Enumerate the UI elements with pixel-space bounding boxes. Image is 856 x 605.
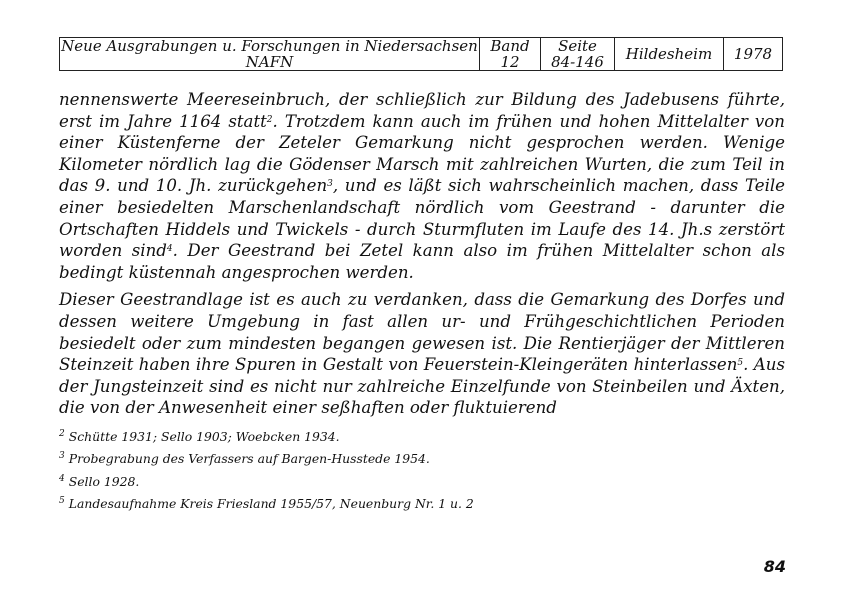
footnote-text: Landesaufnahme Kreis Friesland 1955/57, Neuenburg Nr. 1 u. 2 [68,495,474,511]
footnote-ref-2: 2 [266,114,273,125]
paragraph-2 [59,289,785,419]
paragraph-text: . Trotzdem kann auch im frühen und hohen Mittelalter von einer Küstenferne der Zeteler Gemarkung nicht gesprochen werden. Wenige Kilometer nördlich lag die Gödenser Marsch mit zahlreichen Wurten, die zum Teil in das 9. und 10. Jh. zurückgehen [59,111,785,196]
footnote [59,448,785,470]
footnote-number: 3 [59,451,65,462]
body-text [59,89,785,419]
footnote [59,471,785,493]
footnotes [59,426,785,515]
band-value: 12 [500,53,520,71]
footnote-text: Sello 1928. [68,473,140,489]
paragraph-text: nennenswerte Meereseinbruch, der schließlich zur Bildung des Jadebusens führte, erst im Jahre 1164 statt [59,90,785,131]
paragraph-text: . Aus der Jungsteinzeit sind es nicht nur zahlreiche Einzelfunde von Steinbeilen und Äxten, die von der Anwesenheit einer seßhaften oder fluktuierend [59,355,785,418]
seite-cell [541,38,615,71]
paragraph-1 [59,89,785,283]
footnote-number: 2 [59,429,65,439]
year-cell: 1978 [724,38,783,71]
footnote-text: Probegrabung des Verfassers auf Bargen-Husstede 1954. [68,451,430,467]
footnote [59,493,785,515]
seite-value: 84-146 [551,53,604,71]
seite-label: Seite [558,37,597,55]
paragraph-text: Dieser Geestrandlage ist es auch zu verdanken, dass die Gemarkung des Dorfes und dessen weitere Umgebung in fast allen ur- und Frühgeschichtlichen Perioden besiedelt oder zum mindesten begangen gewesen ist. Die Rentierjäger der Mittleren Steinzeit haben ihre Spuren in Gestalt von Feuerstein-Kleingeräten hinterlassen [59,290,785,375]
footnote-text: Schütte 1931; Sello 1903; Woebcken 1934. [68,429,340,444]
footnote-ref-4: 4 [166,244,173,255]
footnote-number: 5 [59,495,65,506]
band-cell [480,38,541,71]
paragraph-text: , und es läßt sich wahrscheinlich machen, dass Teile einer besiedelten Marschenlandschaft nördlich vom Geestrand - darunter die Ortschaften Hiddels und Twickels - durch Sturmfluten im Laufe des 14. Jh.s zerstört worden sind [59,176,785,261]
place-cell: Hildesheim [615,38,724,71]
page-number: 84 [763,557,786,576]
band-label: Band [490,37,530,55]
series-cell [60,38,480,71]
series-abbreviation: NAFN [245,53,294,71]
series-title: Neue Ausgrabungen u. Forschungen in Niedersachsen [61,37,478,55]
footnote-number: 4 [59,473,65,484]
paragraph-text: . Der Geestrand bei Zetel kann also im frühen Mittelalter schon als bedingt küstennah angesprochen werden. [59,241,785,282]
citation-header-table [59,37,783,71]
footnote-ref-5: 5 [737,358,744,369]
footnote [59,426,785,448]
footnote-ref-3: 3 [327,179,333,190]
